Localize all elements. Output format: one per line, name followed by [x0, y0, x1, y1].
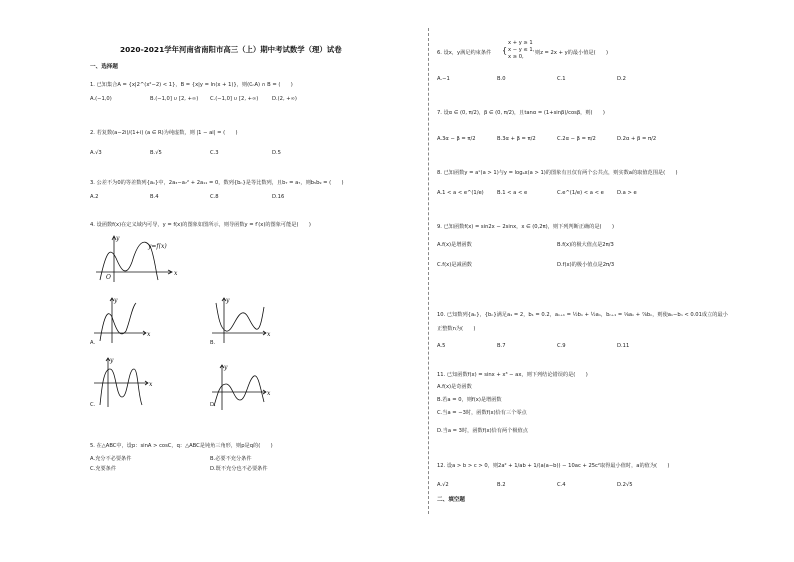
- q2-option-a: A.√3: [90, 150, 102, 156]
- page-title: 2020-2021学年河南省南阳市高三（上）期中考试数学（理）试卷: [120, 45, 342, 54]
- q7-stem: 7. 设α ∈ (0, π/2)，β ∈ (0, π/2)，且tanα = (1+sinβ)/cosβ，则( ): [437, 110, 605, 116]
- q6-brace: {: [502, 46, 508, 55]
- q2-stem: 2. 若复数(a−2i)/(1+i) (a ∈ R)为纯虚数，则 |1 − ai| = ( ): [90, 130, 238, 136]
- q3-option-c: C.8: [210, 194, 219, 200]
- q10-stem-continued: 正整数n为( ): [437, 326, 476, 332]
- q11-option-a: A.f(x)是奇函数: [437, 384, 472, 390]
- q12-stem: 12. 设a > b > c > 0，则2a² + 1/ab + 1/(a(a−b)) − 10ac + 25c²取得最小值时，a的值为( ): [437, 463, 670, 469]
- q2-option-c: C.3: [210, 150, 219, 156]
- q4-option-a: A.: [90, 340, 96, 346]
- q11-option-b: B.若a = 0，则f(x)是增函数: [437, 397, 502, 403]
- q9-option-a: A.f(x)是增函数: [437, 242, 472, 248]
- q9-option-d: D.f(x)的极小值点是2π/3: [557, 262, 615, 268]
- q12-option-b: B.2: [497, 482, 506, 488]
- svg-text:y: y: [224, 364, 228, 371]
- q3-option-b: B.4: [150, 194, 159, 200]
- q2-option-b: B.√5: [150, 150, 162, 156]
- section-heading-fill: 二、填空题: [437, 497, 465, 503]
- column-divider: [428, 28, 429, 514]
- q2-option-d: D.5: [272, 150, 281, 156]
- q11-option-d: D.当a = 3时，函数f(x)恰有两个极值点: [437, 428, 528, 434]
- svg-text:y: y: [110, 357, 114, 364]
- curve-label: y=f(x): [148, 243, 167, 250]
- q7-option-c: C.2α − β = π/2: [557, 136, 596, 142]
- q3-option-d: D.16: [272, 194, 285, 200]
- q10-option-b: B.7: [497, 343, 506, 349]
- q9-option-b: B.f(x)的极大值点是2π/3: [557, 242, 614, 248]
- q6-option-c: C.1: [557, 76, 566, 82]
- q12-option-d: D.2√5: [617, 482, 633, 488]
- q9-stem: 9. 已知函数f(x) = sin2x − 2sinx，x ∈ (0,2π)，则下列判断正确的是( ): [437, 224, 614, 230]
- q11-stem: 11. 已知函数f(x) = sinx + x³ − ax，则下列结论错误的是( ): [437, 372, 588, 378]
- q1-stem: 1. 已知集合A = {x|2^(x²−2) < 1}，B = {x|y = ln(x + 1)}，则(∁ₙA) ∩ B = ( ): [90, 82, 293, 88]
- section-heading-choice: 一、选择题: [90, 64, 118, 70]
- q5-option-b: B.必要不充分条件: [210, 456, 252, 462]
- q4-main-graph: [94, 232, 184, 284]
- q6-tail: 则z = 2x + y的最小值是( ): [535, 50, 608, 56]
- q8-option-d: D.a > e: [617, 190, 637, 196]
- q6-stem: 6. 设x，y满足约束条件: [437, 50, 492, 56]
- q1-option-b: B.(−1,0] ∪ [2, +∞): [150, 96, 199, 102]
- q4-stem: 4. 设函数f(x)在定义域内可导，y = f(x)的图象如图所示，则导函数y = f′(x)的图象可能是( ): [90, 222, 311, 228]
- q10-option-c: C.9: [557, 343, 566, 349]
- q5-option-a: A.充分不必要条件: [90, 456, 132, 462]
- q1-option-a: A.(−1,0): [90, 96, 112, 102]
- q4-option-c-graph: [92, 355, 154, 410]
- svg-text:y: y: [226, 297, 230, 304]
- q8-stem: 8. 已知函数y = aˣ(a > 1)与y = logₐx(a > 1)的图象有且仅有两个公共点，则实数a的取值范围是( ): [437, 170, 678, 176]
- q4-option-c: C.: [90, 402, 96, 408]
- q10-option-d: D.11: [617, 343, 630, 349]
- q8-option-c: C.e^(1/e) < a < e: [557, 190, 604, 196]
- q8-option-a: A.1 < a < e^(1/e): [437, 190, 484, 196]
- q5-stem: 5. 在△ABC中，设p：sinA > cosC，q：△ABC是钝角三角形，则p是q的( ): [90, 443, 273, 449]
- q4-option-d: D.: [210, 402, 216, 408]
- q8-option-b: B.1 < a < e: [497, 190, 528, 196]
- q4-option-a-graph: [92, 295, 152, 345]
- q6-constraint-1: x + y ≥ 1: [508, 40, 533, 46]
- q9-option-c: C.f(x)是减函数: [437, 262, 472, 268]
- svg-text:x: x: [267, 331, 271, 338]
- q3-stem: 3. 公差不为0的等差数列{aₙ}中，2a₃−a₇² + 2a₁₁ = 0，数列{bₙ}是等比数列，且b₇ = a₇，则b₅b₉ = ( ): [90, 180, 344, 186]
- q5-option-d: D.既不充分也不必要条件: [210, 466, 268, 472]
- q4-option-d-graph: [210, 362, 272, 412]
- q6-constraint-3: x ≥ 0,: [508, 54, 524, 60]
- q10-option-a: A.5: [437, 343, 446, 349]
- q5-option-c: C.充要条件: [90, 466, 117, 472]
- q6-option-a: A.−1: [437, 76, 450, 82]
- q7-option-a: A.3α − β = π/2: [437, 136, 476, 142]
- q4-option-b-graph: [210, 295, 272, 345]
- q3-option-a: A.2: [90, 194, 99, 200]
- q6-option-b: B.0: [497, 76, 506, 82]
- q1-option-d: D.(2, +∞): [272, 96, 297, 102]
- x-axis-label: x: [174, 270, 178, 277]
- q12-option-a: A.√2: [437, 482, 449, 488]
- q12-option-c: C.4: [557, 482, 566, 488]
- svg-text:x: x: [267, 390, 271, 397]
- q7-option-d: D.2α + β = π/2: [617, 136, 657, 142]
- svg-text:y: y: [114, 297, 118, 304]
- q6-option-d: D.2: [617, 76, 626, 82]
- q7-option-b: B.3α + β = π/2: [497, 136, 536, 142]
- q4-option-b: B.: [210, 340, 216, 346]
- q10-stem: 10. 已知数列{aₙ}，{bₙ}满足a₁ = 2，b₁ = 0.2，aₙ₊₁ = ½bₙ + ½aₙ，bₙ₊₁ = ⅛aₙ + ⅞bₙ，则使aₙ−bₙ < 0.01成立的最小: [437, 312, 728, 318]
- svg-text:x: x: [149, 381, 153, 388]
- y-axis-label: y: [116, 235, 120, 242]
- q6-constraint-2: x − y ≤ 1,: [508, 47, 535, 53]
- origin-label: O: [106, 274, 111, 281]
- q11-option-c: C.当a = −3时，函数f(x)恰有三个零点: [437, 410, 527, 416]
- svg-text:x: x: [147, 331, 151, 338]
- q1-option-c: C.(−1,0] ∪ [2, +∞): [210, 96, 259, 102]
